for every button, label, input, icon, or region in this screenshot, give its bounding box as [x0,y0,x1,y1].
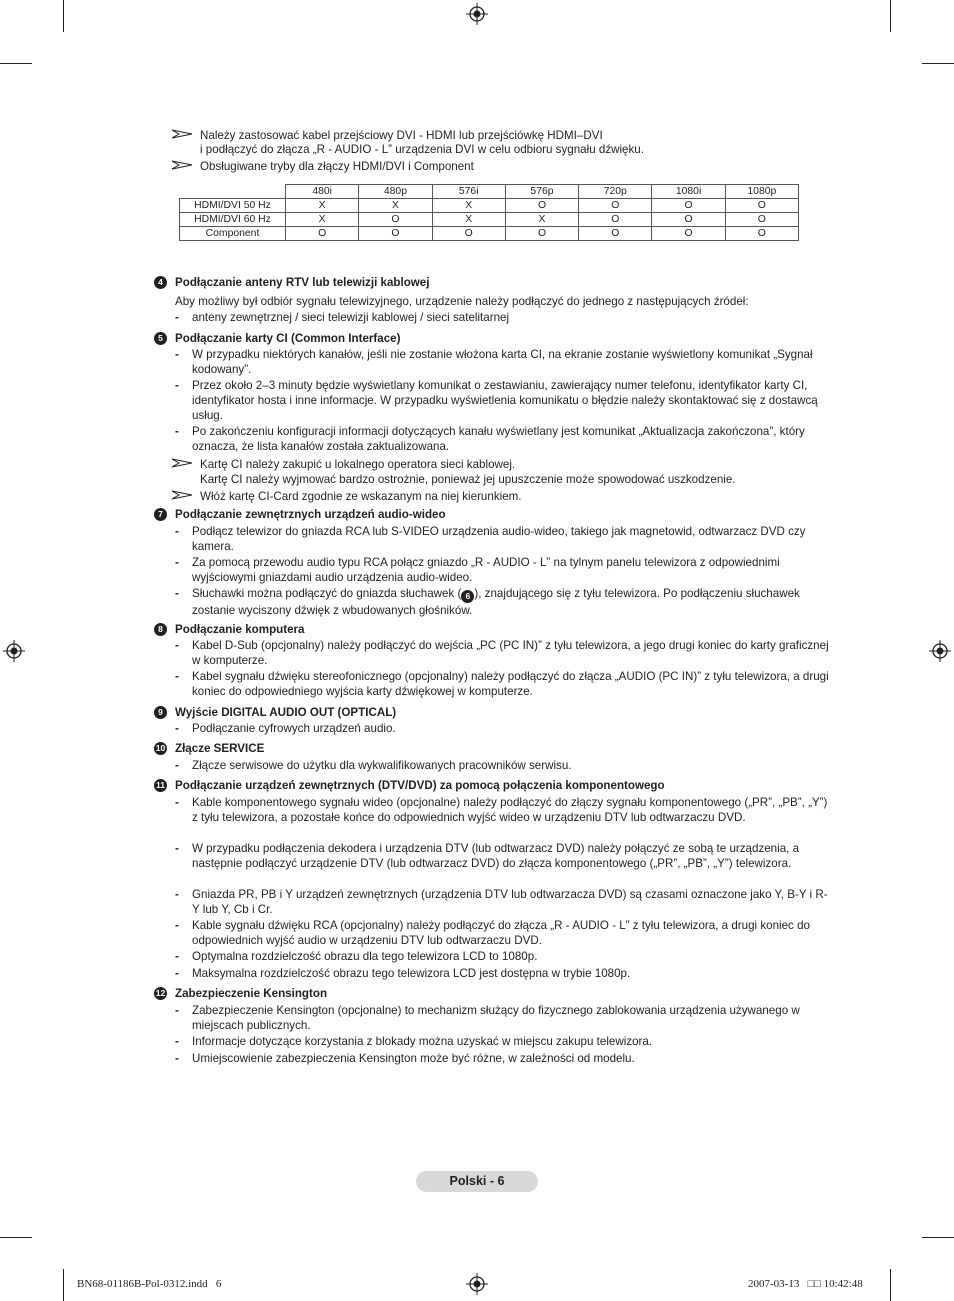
table-cell: O [505,227,578,241]
page-number-badge: Polski - 6 [416,1171,538,1192]
bullet-dash: - [175,967,179,980]
section-number-badge: 8 [154,623,167,636]
note-line: Kartę CI należy zakupić u lokalnego operatora sieci kablowej. [200,458,516,471]
bullet-dash: - [175,348,179,361]
table-header-cell [180,185,286,199]
bullet-dash: - [175,525,179,538]
bullet-dash: - [175,759,179,772]
list-item-text: anteny zewnętrznej / sieci telewizji kablowej / sieci satelitarnej [192,311,510,324]
table-cell: O [579,213,652,227]
list-item-text: Kabel sygnału dźwięku stereofonicznego (opcjonalny) należy podłączyć do złącza „AUDIO (PC IN)” z tyłu telewizora, a drugi koniec do odpowiedniego wyjścia karty dźwiękowej w komputerze. [192,670,829,698]
bullet-dash: - [175,639,179,652]
registration-mark-icon [466,1273,488,1295]
table-cell: O [359,227,432,241]
crop-mark [922,1237,954,1238]
table-row [180,227,799,241]
list-item-text: Maksymalna rozdzielczość obrazu tego telewizora LCD jest dostępna w trybie 1080p. [192,967,631,980]
section-number-badge: 5 [154,332,167,345]
bullet-dash: - [175,722,179,735]
table-cell: O [725,199,798,213]
note-line: Kartę CI należy wyjmować bardzo ostrożnie, ponieważ jej upuszczenie może spowodować uszkodzenie. [200,473,736,486]
registration-mark-icon [929,640,951,662]
note-line: i podłączyć do złącza „R - AUDIO - L” urządzenia DVI w celu odbioru sygnału dźwięku. [200,143,644,156]
supported-modes-table [179,184,799,241]
section-number-badge: 10 [155,743,166,753]
list-item-text: Po zakończeniu konfiguracji informacji dotyczących kanału wyświetlany jest komunikat „Aktualizacja zakończona”, który oznacza, że lista kanałów została zaktualizowana. [192,425,805,453]
list-item-text-part: ), znajdującego się z tyłu telewizora. Po podłączeniu słuchawek zostanie wyciszony dźwięk z wbudowanych głośników. [192,587,800,617]
bullet-dash: - [175,1004,179,1017]
bullet-dash: - [175,950,179,963]
note-arrow-icon [172,458,192,468]
list-item-text: Kabel D-Sub (opcjonalny) należy podłączyć do wejścia „PC (PC IN)” z tyłu telewizora, a jego drugi koniec do karty graficznej w komputerze. [192,639,829,667]
section-title: Wyjście DIGITAL AUDIO OUT (OPTICAL) [175,706,397,719]
table-cell: O [432,227,505,241]
list-item-text [192,586,832,618]
table-cell: O [505,199,578,213]
note-line: Włóż kartę CI-Card zgodnie ze wskazanym na niej kierunkiem. [200,490,522,503]
table-header-cell: 720p [579,185,652,199]
list-item-text: Kable komponentowego sygnału wideo (opcjonalne) należy podłączyć do złączy sygnału komponentowego („PR”, „PB”, „Y”) z tyłu telewizora, a pozostałe końce do odpowiednich wyjść wideo w urządzeniu DTV lub odtwarzaczu DVD. [192,796,828,824]
section-title: Podłączanie anteny RTV lub telewizji kablowej [175,276,430,289]
bullet-dash: - [175,425,179,438]
table-cell: X [286,213,359,227]
registration-mark-icon [466,3,488,25]
bullet-dash: - [175,842,179,855]
table-cell: O [652,227,725,241]
bullet-dash: - [175,556,179,569]
crop-mark [0,1237,32,1238]
table-row [180,199,799,213]
crop-mark [0,63,32,64]
bullet-dash: - [175,670,179,683]
table-cell: O [725,213,798,227]
bullet-dash: - [175,587,179,600]
table-header-cell: 576p [505,185,578,199]
table-cell: HDMI/DVI 50 Hz [180,199,286,213]
registration-mark-icon [3,640,25,662]
crop-mark [890,1269,891,1301]
section-title: Podłączanie zewnętrznych urządzeń audio-wideo [175,508,446,521]
table-cell: O [652,213,725,227]
bullet-dash: - [175,919,179,932]
bullet-dash: - [175,1035,179,1048]
table-cell: X [432,199,505,213]
table-cell: HDMI/DVI 60 Hz [180,213,286,227]
table-header-cell: 480p [359,185,432,199]
crop-mark [63,0,64,32]
bullet-dash: - [175,311,179,324]
table-cell: Component [180,227,286,241]
crop-mark [63,1269,64,1301]
table-header-row [180,185,799,199]
table-cell: O [725,227,798,241]
section-title: Podłączanie karty CI (Common Interface) [175,332,401,345]
list-item-text: W przypadku niektórych kanałów, jeśli nie zostanie włożona karta CI, na ekranie zostanie wyświetlony komunikat „Sygnał kodowany”. [192,348,813,376]
bullet-dash: - [175,888,179,901]
table-cell: X [505,213,578,227]
bullet-dash: - [175,379,179,392]
section-number-badge: 4 [154,276,167,289]
table-row [180,213,799,227]
note-arrow-icon [172,160,192,170]
table-cell: O [359,213,432,227]
list-item-text: Informacje dotyczące korzystania z blokady można uzyskać w miejscu zakupu telewizora. [192,1035,653,1048]
list-item-text: Podłącz telewizor do gniazda RCA lub S-VIDEO urządzenia audio-wideo, takiego jak magnetowid, odtwarzacz DVD czy kamera. [192,525,806,553]
note-line: Należy zastosować kabel przejściowy DVI - HDMI lub przejściówkę HDMI–DVI [200,129,603,142]
table-header-cell: 576i [432,185,505,199]
section-title: Złącze SERVICE [175,742,265,755]
file-slug: BN68-01186B-Pol-0312.indd 6 [77,1278,222,1290]
inline-number-badge: 6 [461,590,474,603]
crop-mark [922,63,954,64]
section-number-badge: 12 [155,988,166,998]
list-item-text: Optymalna rozdzielczość obrazu dla tego telewizora LCD to 1080p. [192,950,538,963]
crop-mark [890,0,891,32]
section-title: Podłączanie komputera [175,623,305,636]
list-item-text: Gniazda PR, PB i Y urządzeń zewnętrznych (urządzenia DTV lub odtwarzacza DVD) są czasami oznaczone jako Y, B-Y i R-Y lub Y, Cb i Cr. [192,888,828,916]
list-item-text: Umiejscowienie zabezpieczenia Kensington może być różne, w zależności od modelu. [192,1052,635,1065]
bullet-dash: - [175,1052,179,1065]
date-slug: 2007-03-13 □□ 10:42:48 [748,1278,863,1290]
list-item-text: W przypadku podłączenia dekodera i urządzenia DTV (lub odtwarzacz DVD) należy połączyć ze sobą te urządzenia, a następnie podłączyć urządzenie DTV (lub odtwarzacz DVD) do złącza komponentowego („PR”, „PB”, „Y”) telewizora. [192,842,800,870]
section-paragraph: Aby możliwy był odbiór sygnału telewizyjnego, urządzenie należy podłączyć do jednego z następujących źródeł: [175,295,749,308]
table-cell: O [579,227,652,241]
table-header-cell: 480i [286,185,359,199]
list-item-text: Przez około 2–3 minuty będzie wyświetlany komunikat o zestawianiu, zawierający numer telefonu, identyfikator karty CI, identyfikator hosta i inne informacje. W przypadku wyświetlenia komunikatu o błędzie należy skontaktować się z dostawcą usług. [192,379,818,422]
table-header-cell: 1080p [725,185,798,199]
list-item-text: Złącze serwisowe do użytku dla wykwalifikowanych pracowników serwisu. [192,759,572,772]
section-title: Zabezpieczenie Kensington [175,987,328,1000]
section-number-badge: 9 [154,706,167,719]
table-cell: X [432,213,505,227]
list-item-text: Za pomocą przewodu audio typu RCA połącz gniazdo „R - AUDIO - L” na tylnym panelu telewizora z odpowiednimi wyjściowymi gniazdami audio urządzenia audio-wideo. [192,556,780,584]
list-item-text: Zabezpieczenie Kensington (opcjonalne) to mechanizm służący do fizycznego zablokowania urządzenia używanego w miejscach publicznych. [192,1004,800,1032]
table-cell: X [359,199,432,213]
table-cell: X [286,199,359,213]
table-header-cell: 1080i [652,185,725,199]
section-number-badge: 11 [156,780,165,790]
list-item-text: Podłączanie cyfrowych urządzeń audio. [192,722,396,735]
bullet-dash: - [175,796,179,809]
table-cell: O [286,227,359,241]
note-arrow-icon [172,490,192,500]
table-cell: O [652,199,725,213]
table-cell: O [579,199,652,213]
section-title: Podłączanie urządzeń zewnętrznych (DTV/DVD) za pomocą połączenia komponentowego [175,779,665,792]
note-line: Obsługiwane tryby dla złączy HDMI/DVI i Component [200,160,474,173]
list-item-text: Kable sygnału dźwięku RCA (opcjonalny) należy podłączyć do złącza „R - AUDIO - L” z tyłu telewizora, a drugi koniec do odpowiednich wyjść audio w urządzeniu DTV lub odtwarzaczu DVD. [192,919,810,947]
note-arrow-icon [172,129,192,139]
section-number-badge: 7 [154,508,167,521]
list-item-text-part: Słuchawki można podłączyć do gniazda słuchawek ( [192,587,462,600]
